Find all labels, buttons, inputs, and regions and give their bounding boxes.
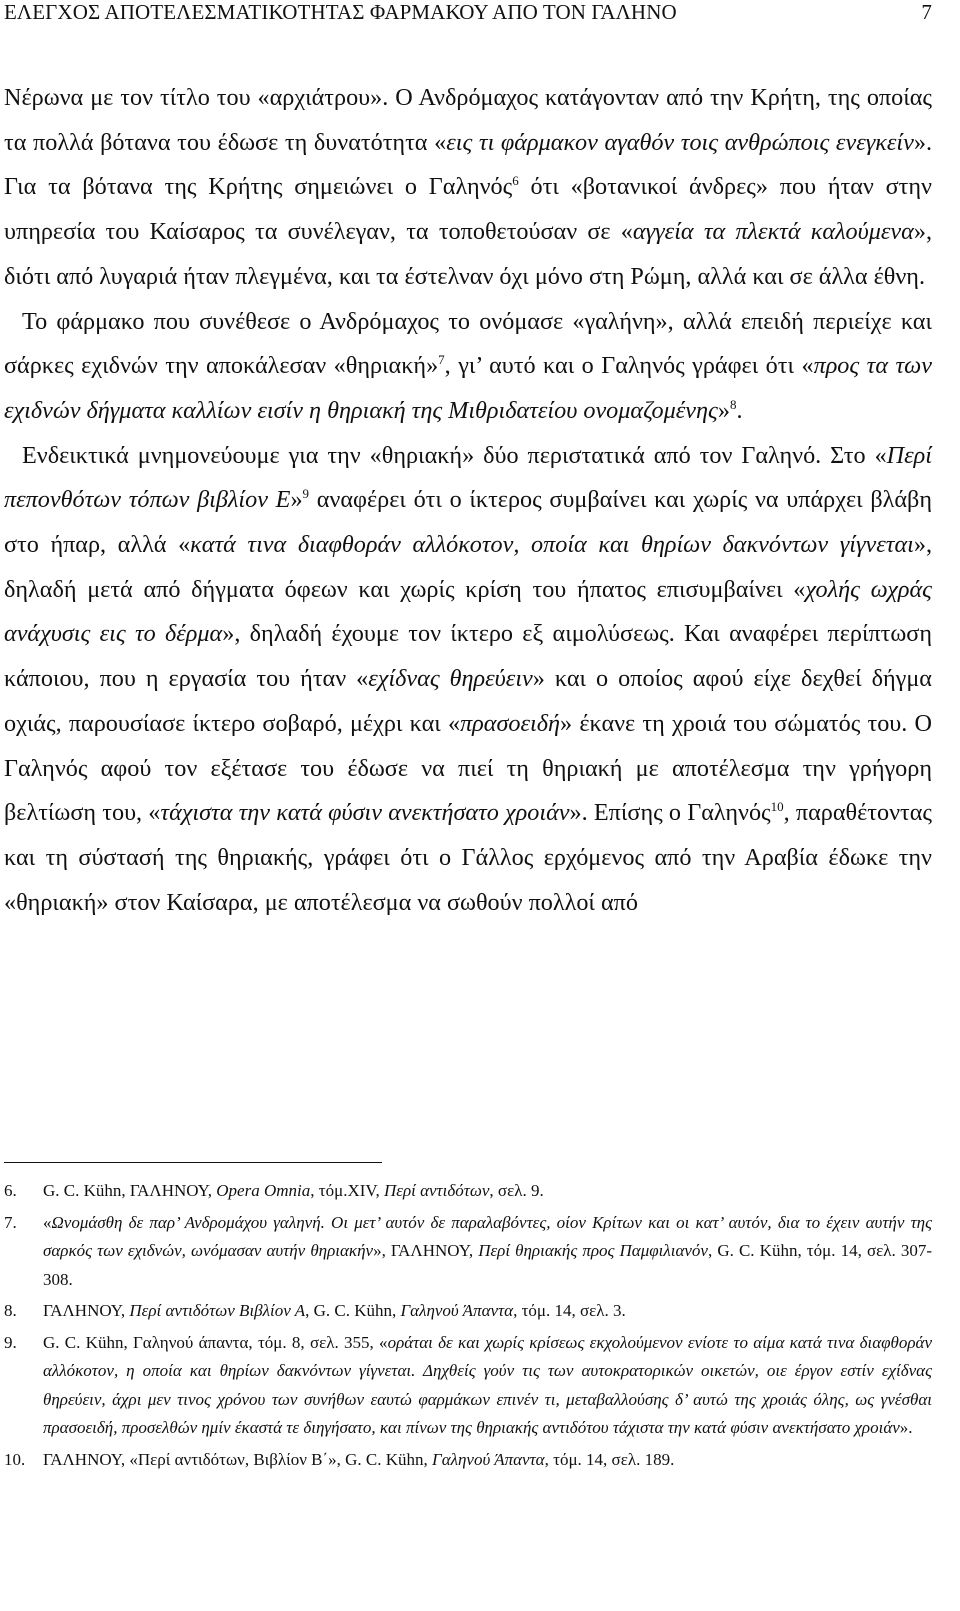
footnote-number: 9.: [4, 1332, 17, 1352]
paragraph-1: Νέρωνα με τον τίτλο του «αρχιάτρου». Ο Ανδρόμαχος κατάγονταν από την Κρήτη, της οποίας τα πολλά βότανα του έδωσε τη δυνατότητα «εις τι φάρμακον αγαθόν τοις ανθρώποις ενεγκείν». Για τα βότανα της Κρήτης σημειώνει ο Γαληνός$^6$ ότι «βοτανικοί άνδρες» που ήταν στην υπηρεσία του Καίσαρος τα συνέλεγαν, τα τοποθετούσαν σε «αγγεία τα πλεκτά καλούμενα», διότι από λυγαριά ήταν πλεγμένα, και τα έστελναν όχι μόνο στη Ρώμη, αλλά και σε άλλα έθνη.: [4, 84, 932, 290]
footnote-number: 10.: [4, 1449, 26, 1469]
footnote-ref-9[interactable]: 9: [302, 486, 310, 502]
running-head: [4, 0, 932, 28]
footnote-ref-8[interactable]: 8: [729, 396, 737, 412]
footnote-ref-6[interactable]: 6: [512, 173, 519, 189]
footnote-6: 6. G. C. Kühn, ΓΑΛΗΝΟΥ, Opera Omnia, τόμ.XIV, Περί αντιδότων, σελ. 9.: [4, 1177, 932, 1206]
paragraph-3: Ενδεικτικά μνημονεύουμε για την «θηριακή» δύο περιστατικά από τον Γαληνό. Στο «Περί πεπονθότων τόπων βιβλίον Ε»$^9$ αναφέρει ότι ο ίκτερος συμβαίνει και χωρίς να υπάρχει βλάβη στο ήπαρ, αλλά «κατά τινα διαφθοράν αλλόκοτον, οποία και θηρίων δακνόντων γίγνεται», δηλαδή μετά από δήγματα όφεων και χωρίς κρίση του ήπατος επισυμβαίνει «χολής ωχράς ανάχυσις εις το δέρμα», δηλαδή έχουμε τον ίκτερο εξ αιμολύσεως. Και αναφέρει περίπτωση κάποιου, που η εργασία του ήταν «εχίδνας θηρεύειν» και ο οποίος αφού είχε δεχθεί δήγμα οχιάς, παρουσίασε ίκτερο σοβαρό, μέχρι και «πρασοειδή» έκανε τη χροιά του σώματός του. Ο Γαληνός αφού τον εξέτασε του έδωσε να πιεί τη θηριακή με αποτέλεσμα την γρήγορη βελτίωση του, «τάχιστα την κατά φύσιν ανεκτήσατο χροιάν». Επίσης ο Γαληνός$^{10}$, παραθέτοντας και τη σύστασή της θηριακής, γράφει ότι ο Γάλλος ερχόμενος από την Αραβία έδωκε την «θηριακή» στον Καίσαρα, με αποτέλεσμα να σωθούν πολλοί από: [4, 441, 933, 916]
footnote-number: 8.: [4, 1301, 17, 1320]
footnote-number: 7.: [4, 1212, 17, 1232]
body-text: [4, 76, 932, 925]
footnotes: [4, 1177, 932, 1474]
footnote-separator: [4, 1162, 382, 1163]
footnote-8: 8. ΓΑΛΗΝΟΥ, Περί αντιδότων Βιβλίον Α, G. C. Kühn, Γαληνού Άπαντα, τόμ. 14, σελ. 3.: [4, 1297, 932, 1326]
running-head-title: ΕΛΕΓΧΟΣ ΑΠΟΤΕΛΕΣΜΑΤΙΚΟΤΗΤΑΣ ΦΑΡΜΑΚΟΥ ΑΠΟ ΤΟΝ ΓΑΛΗΝΟ: [4, 0, 677, 24]
paragraph-2: Το φάρμακο που συνέθεσε ο Ανδρόμαχος το ονόμασε «γαλήνη», αλλά επειδή περιείχε και σάρκες εχιδνών την αποκάλεσαν «θηριακή»$^7$, γι’ αυτό και ο Γαληνός γράφει ότι «προς τα των εχιδνών δήγματα καλλίων εισίν η θηριακή της Μιθριδατείου ονομαζομένης»$^8$.: [4, 307, 932, 424]
footnote-number: 6.: [4, 1181, 17, 1200]
footnote-ref-7[interactable]: 7: [438, 352, 445, 368]
page-number: 7: [921, 0, 932, 24]
footnote-9: 9. G. C. Kühn, Γαληνού άπαντα, τόμ. 8, σελ. 355, «οράται δε και χωρίς κρίσεως εκχολούμενον ενίοτε το αίμα κατά τινα διαφθοράν αλλόκοτον, η οποία και θηρίων δακνόντων γίγνεται. Δηχθείς γούν τις των αυτοκρατορικών οικετών, οιε έργον εστίν εχίδνας θηρεύειν, άχρι μεν τινος χρόνου των συνήθων εαυτώ φαρμάκων επινέν τι, μεταβαλλούσης δ’ αυτώ της χροιάς όλης, ως γνέσθαι πρασοειδή, προσελθών ημίν έκαστά τε διηγήσατο, και πίνων της θηριακής αντιδότου τάχιστα την κατά φύσιν ανεκτήσατο χροιάν».: [4, 1329, 932, 1443]
footnote-ref-10[interactable]: 10: [770, 799, 784, 815]
footnote-10: 10. ΓΑΛΗΝΟΥ, «Περί αντιδότων, Βιβλίον Β΄», G. C. Kühn, Γαληνού Άπαντα, τόμ. 14, σελ. 189.: [4, 1446, 932, 1475]
footnote-7: 7. «Ωνομάσθη δε παρ’ Ανδρομάχου γαληνή. Οι μετ’ αυτόν δε παραλαβόντες, οίον Κρίτων και οι κατ’ αυτόν, δια το έχειν αυτήν της σαρκός των εχιδνών, ωνόμασαν αυτήν θηριακήν», ΓΑΛΗΝΟΥ, Περί θηριακής προς Παμφιλιανόν, G. C. Kühn, τόμ. 14, σελ. 307-308.: [4, 1209, 932, 1295]
